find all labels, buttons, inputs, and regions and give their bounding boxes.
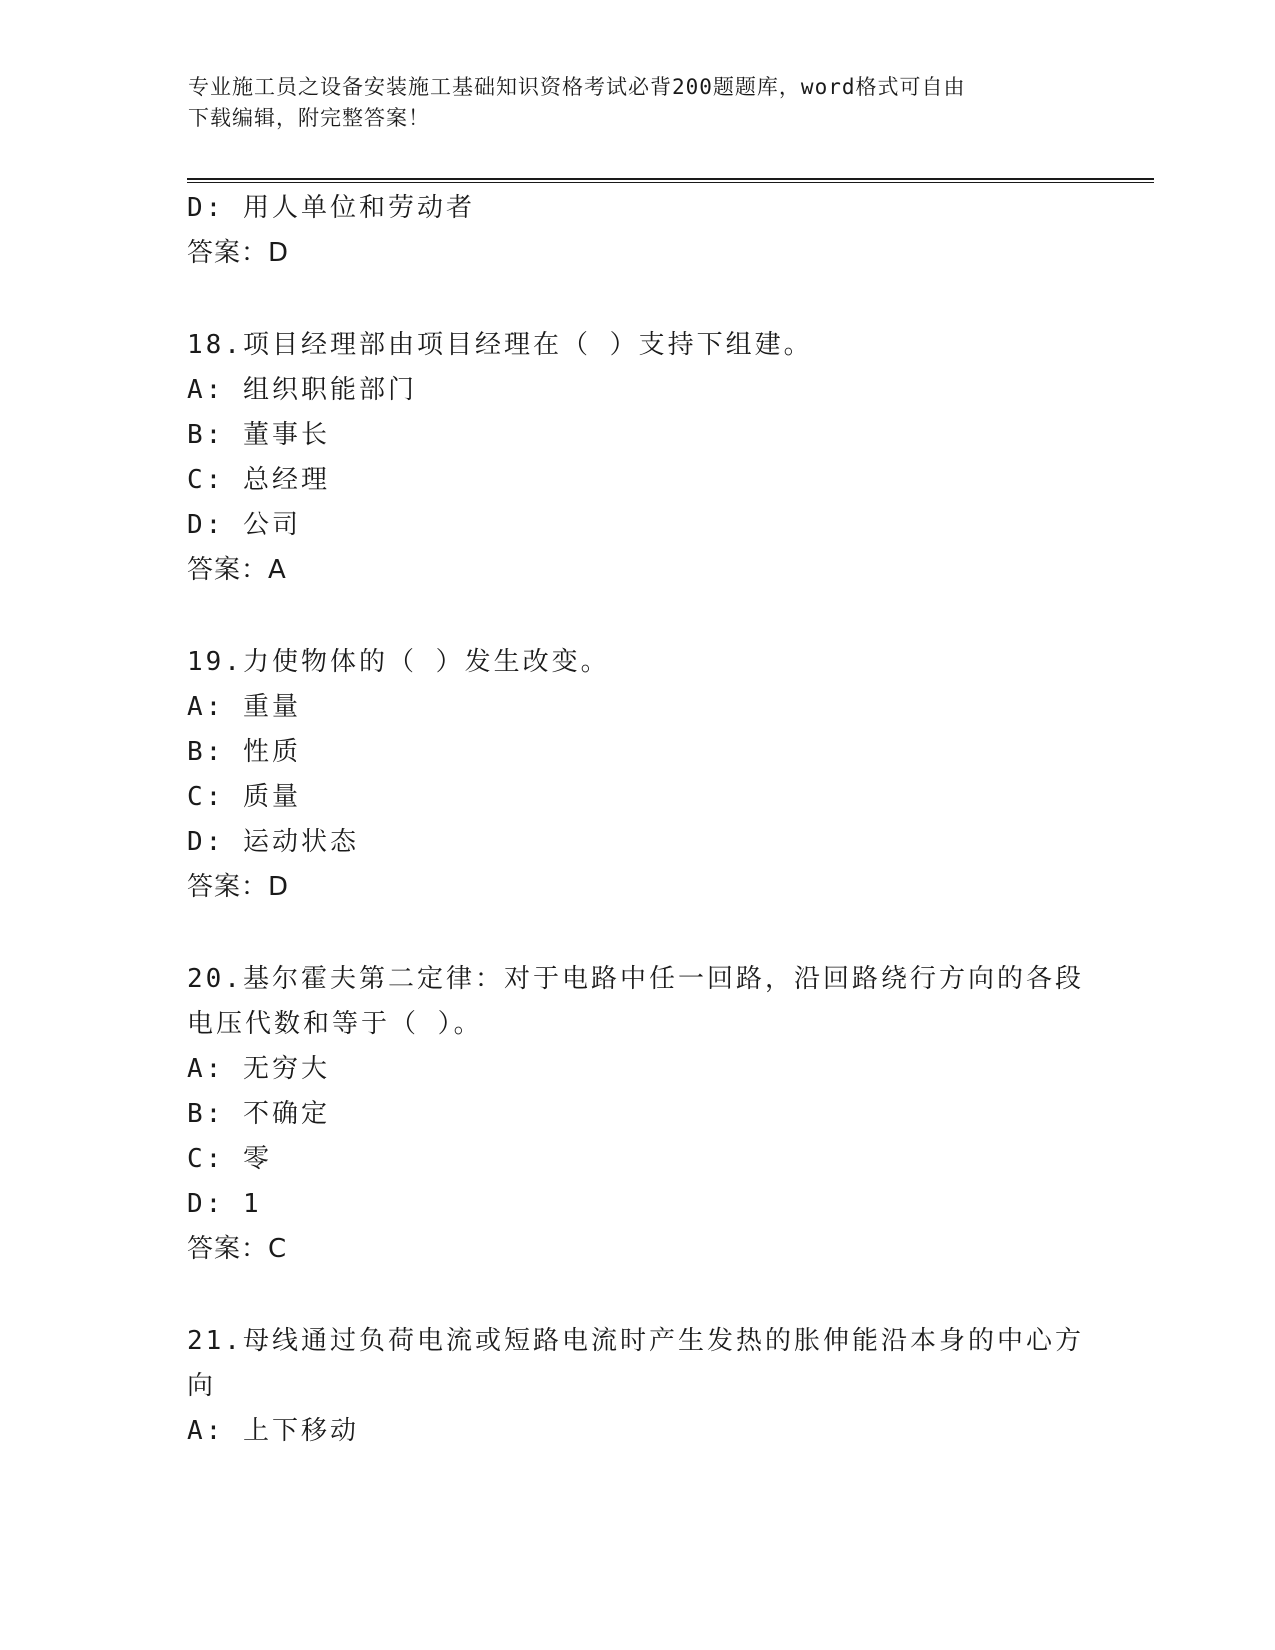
question-stem: 19.力使物体的（ ）发生改变。 bbox=[187, 647, 610, 677]
question-stem: 18.项目经理部由项目经理在（ ）支持下组建。 bbox=[187, 330, 813, 360]
question-20 bbox=[187, 957, 1087, 1272]
answer-line: 答案：D bbox=[187, 872, 290, 902]
answer-line: 答案：D bbox=[187, 238, 290, 268]
header-line-2: 下载编辑，附完整答案！ bbox=[188, 106, 430, 130]
option-d: D: 运动状态 bbox=[187, 827, 359, 857]
question-stem-line-1: 21.母线通过负荷电流或短路电流时产生发热的胀伸能沿本身的中心方 bbox=[187, 1326, 1084, 1356]
option-a: A: 无穷大 bbox=[187, 1054, 330, 1084]
header-divider bbox=[187, 178, 1154, 183]
document-header bbox=[188, 72, 1068, 134]
question-stem-line-2: 向 bbox=[187, 1371, 217, 1401]
option-b: B: 董事长 bbox=[187, 420, 330, 450]
question-18 bbox=[187, 323, 1087, 593]
option-a: A: 组织职能部门 bbox=[187, 375, 417, 405]
header-line-1: 专业施工员之设备安装施工基础知识资格考试必背200题题库，word格式可自由 bbox=[188, 75, 966, 99]
option-d: D: 用人单位和劳动者 bbox=[187, 193, 475, 223]
question-19 bbox=[187, 640, 1087, 910]
option-a: A: 上下移动 bbox=[187, 1416, 359, 1446]
question-stem-line-2: 电压代数和等于（ ）。 bbox=[187, 1009, 483, 1039]
option-b: B: 性质 bbox=[187, 737, 301, 767]
question-list bbox=[187, 186, 1087, 1454]
option-c: C: 总经理 bbox=[187, 465, 330, 495]
option-b: B: 不确定 bbox=[187, 1099, 330, 1129]
previous-question-tail bbox=[187, 186, 1087, 276]
question-stem-line-1: 20.基尔霍夫第二定律：对于电路中任一回路，沿回路绕行方向的各段 bbox=[187, 964, 1084, 994]
option-d: D: 1 bbox=[187, 1189, 262, 1219]
answer-line: 答案：A bbox=[187, 555, 287, 585]
option-c: C: 零 bbox=[187, 1144, 272, 1174]
option-a: A: 重量 bbox=[187, 692, 301, 722]
option-c: C: 质量 bbox=[187, 782, 301, 812]
option-d: D: 公司 bbox=[187, 510, 301, 540]
answer-line: 答案：C bbox=[187, 1234, 288, 1264]
question-21 bbox=[187, 1319, 1087, 1454]
